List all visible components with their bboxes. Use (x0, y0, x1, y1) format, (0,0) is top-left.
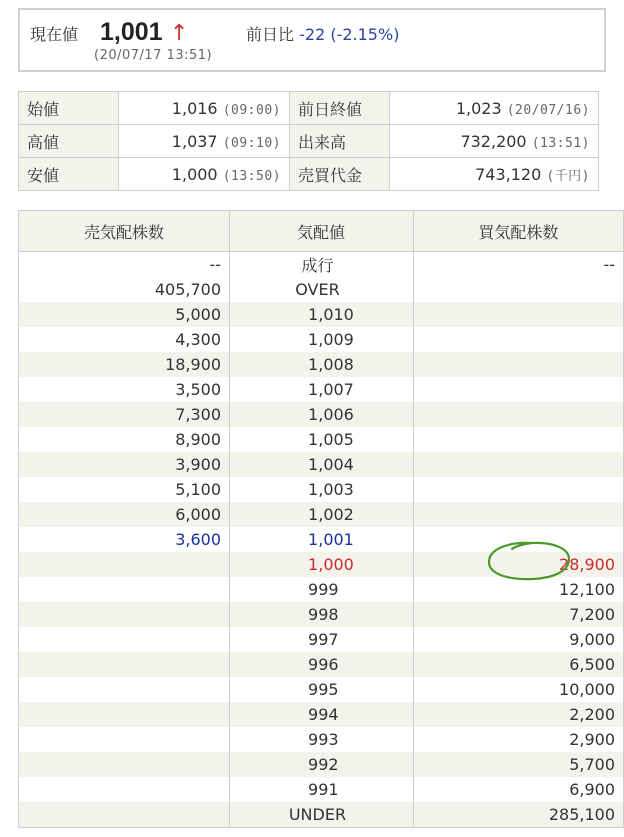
sell-quantity-cell: 7,300 (19, 402, 230, 427)
price-datetime: (20/07/17 13:51) (94, 48, 213, 63)
sell-quantity-cell: 3,500 (19, 377, 230, 402)
order-book-body (19, 252, 624, 828)
sell-quantity-cell (19, 577, 230, 602)
sell-quantity-cell: 405,700 (19, 277, 230, 302)
open-time: (09:00) (222, 102, 281, 118)
order-book-row (19, 452, 624, 477)
sell-quantity-cell (19, 702, 230, 727)
sell-quantity-cell: 3,900 (19, 452, 230, 477)
sell-quantity-cell: 4,300 (19, 327, 230, 352)
buy-quantity-cell: 28,900 (413, 552, 623, 577)
sell-quantity-cell: 8,900 (19, 427, 230, 452)
order-book-row (19, 527, 624, 552)
sell-quantity-cell (19, 802, 230, 828)
quote-price-cell: 998 (230, 602, 414, 627)
quote-price-cell: 1,006 (230, 402, 414, 427)
price-summary-table (18, 91, 599, 191)
buy-quantity-cell (413, 377, 623, 402)
sell-quantity-cell (19, 552, 230, 577)
quote-price-cell: 999 (230, 577, 414, 602)
buy-quantity-cell (413, 452, 623, 477)
turnover-value-cell (390, 158, 599, 191)
open-label: 始値 (19, 92, 119, 125)
sell-quantity-cell: -- (19, 252, 230, 278)
buy-quantity-header: 買気配株数 (413, 211, 623, 252)
high-value-cell (119, 125, 290, 158)
order-book-row (19, 627, 624, 652)
up-arrow-icon: ↑ (170, 21, 189, 46)
current-price-value: 1,001 (100, 18, 163, 46)
turnover-label: 売買代金 (290, 158, 390, 191)
quote-price-cell: 994 (230, 702, 414, 727)
order-book-row (19, 302, 624, 327)
prev-close-date: (20/07/16) (506, 102, 590, 118)
order-book-row (19, 252, 624, 278)
order-book-row (19, 427, 624, 452)
order-book-row (19, 702, 624, 727)
order-book-row (19, 502, 624, 527)
volume-time: (13:51) (531, 135, 590, 151)
buy-quantity-cell: 9,000 (413, 627, 623, 652)
order-book-row (19, 352, 624, 377)
low-label: 安値 (19, 158, 119, 191)
buy-quantity-cell (413, 477, 623, 502)
order-book-row (19, 552, 624, 577)
high-time: (09:10) (222, 135, 281, 151)
quote-price-cell: 1,001 (230, 527, 414, 552)
sell-quantity-cell: 5,100 (19, 477, 230, 502)
quote-price-cell: 1,005 (230, 427, 414, 452)
buy-quantity-cell (413, 302, 623, 327)
quote-price-cell: 993 (230, 727, 414, 752)
sell-quantity-cell: 3,600 (19, 527, 230, 552)
buy-quantity-cell (413, 352, 623, 377)
order-book-row (19, 777, 624, 802)
quote-price-cell: 1,007 (230, 377, 414, 402)
buy-quantity-cell: 12,100 (413, 577, 623, 602)
volume-value: 732,200 (460, 131, 527, 151)
quote-price-cell: 997 (230, 627, 414, 652)
order-book-row (19, 577, 624, 602)
quote-price-cell: UNDER (230, 802, 414, 828)
order-book-row (19, 377, 624, 402)
order-book-row (19, 677, 624, 702)
sell-quantity-header: 売気配株数 (19, 211, 230, 252)
high-value: 1,037 (171, 131, 218, 151)
sell-quantity-cell: 18,900 (19, 352, 230, 377)
sell-quantity-cell (19, 752, 230, 777)
low-value: 1,000 (171, 164, 218, 184)
sell-quantity-cell (19, 652, 230, 677)
quote-price-cell: 996 (230, 652, 414, 677)
buy-quantity-cell: 5,700 (413, 752, 623, 777)
order-book-row (19, 727, 624, 752)
prev-close-label: 前日終値 (290, 92, 390, 125)
quote-price-cell: 995 (230, 677, 414, 702)
sell-quantity-cell (19, 777, 230, 802)
buy-quantity-cell: 2,200 (413, 702, 623, 727)
order-book-row (19, 652, 624, 677)
sell-quantity-cell (19, 677, 230, 702)
quote-price-cell: 1,008 (230, 352, 414, 377)
buy-quantity-cell: -- (413, 252, 623, 278)
low-value-cell (119, 158, 290, 191)
quote-price-cell: 1,009 (230, 327, 414, 352)
order-book-row (19, 602, 624, 627)
open-value-cell (119, 92, 290, 125)
volume-label: 出来高 (290, 125, 390, 158)
turnover-unit: (千円) (546, 168, 590, 184)
buy-quantity-cell: 285,100 (413, 802, 623, 828)
buy-quantity-cell: 6,500 (413, 652, 623, 677)
open-value: 1,016 (171, 98, 218, 118)
summary-row (19, 158, 599, 191)
order-book-row (19, 327, 624, 352)
prev-close-value: 1,023 (455, 98, 502, 118)
order-book-row (19, 752, 624, 777)
buy-quantity-cell (413, 527, 623, 552)
quote-price-cell: 1,004 (230, 452, 414, 477)
high-label: 高値 (19, 125, 119, 158)
change-value: -22 (299, 25, 326, 44)
buy-quantity-cell: 2,900 (413, 727, 623, 752)
change-label: 前日比 (246, 25, 295, 44)
turnover-value: 743,120 (475, 164, 542, 184)
sell-quantity-cell: 6,000 (19, 502, 230, 527)
volume-value-cell (390, 125, 599, 158)
buy-quantity-cell (413, 427, 623, 452)
order-book-header (19, 211, 624, 252)
quote-price-cell: 1,003 (230, 477, 414, 502)
quote-price-cell: 1,002 (230, 502, 414, 527)
current-price-box (18, 8, 606, 72)
current-price-label: 現在値 (30, 25, 79, 44)
order-book-row (19, 402, 624, 427)
buy-quantity-cell: 6,900 (413, 777, 623, 802)
quote-price-cell: 成行 (230, 252, 414, 278)
order-book-table (18, 210, 624, 828)
prev-close-value-cell (390, 92, 599, 125)
summary-row (19, 125, 599, 158)
order-book-row (19, 277, 624, 302)
sell-quantity-cell (19, 602, 230, 627)
buy-quantity-cell (413, 402, 623, 427)
quote-price-cell: 992 (230, 752, 414, 777)
quote-price-cell: OVER (230, 277, 414, 302)
quote-price-cell: 1,010 (230, 302, 414, 327)
change-from-previous (246, 22, 399, 45)
buy-quantity-cell (413, 277, 623, 302)
sell-quantity-cell (19, 727, 230, 752)
quote-price-cell: 991 (230, 777, 414, 802)
buy-quantity-cell (413, 327, 623, 352)
buy-quantity-cell: 7,200 (413, 602, 623, 627)
buy-quantity-cell (413, 502, 623, 527)
buy-quantity-cell: 10,000 (413, 677, 623, 702)
sell-quantity-cell: 5,000 (19, 302, 230, 327)
order-book-row (19, 802, 624, 828)
sell-quantity-cell (19, 627, 230, 652)
summary-row (19, 92, 599, 125)
quote-price-cell: 1,000 (230, 552, 414, 577)
quote-price-header: 気配値 (230, 211, 414, 252)
order-book-row (19, 477, 624, 502)
change-percent: (-2.15%) (330, 25, 400, 44)
low-time: (13:50) (222, 168, 281, 184)
